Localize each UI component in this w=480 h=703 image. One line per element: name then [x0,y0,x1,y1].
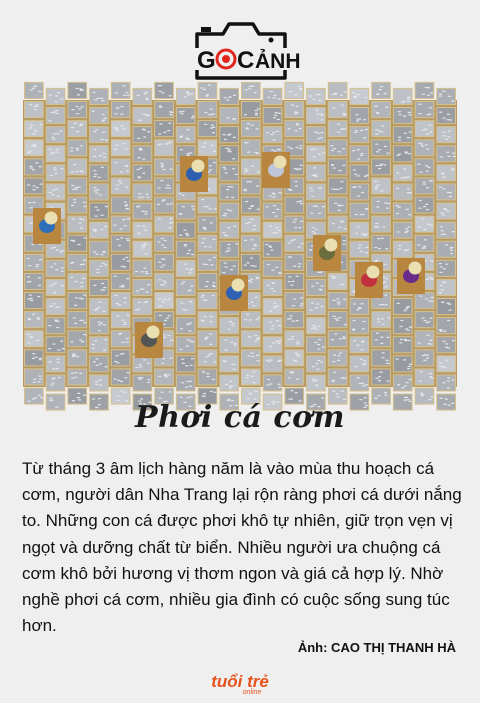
brand-name: tuổi trẻ [211,672,269,691]
logo-text-g: G [197,47,216,74]
logo-text-c: C [237,47,255,74]
camera-icon [189,12,301,84]
tuoi-tre-logo [208,670,272,696]
aerial-photo [23,100,457,387]
logo-text-anh: ẢNH [255,50,301,73]
brand-sub: online [242,689,262,696]
article-body: Từ tháng 3 âm lịch hàng năm là vào mùa thu hoạch cá cơm, người dân Nha Trang lại rộn ràng phơi cá dưới nắng to. Những con cá được phơi khô tự nhiên, giữ trọn vẹn vị ngọt và dưỡng chất từ biển. Nhiều người ưa chuộng cá cơm khô bởi hương vị thơm ngon và giá cả hợp lý. Nhờ nghề phơi cá cơm, nhiều gia đình có cuộc sống sung túc hơn. [22,459,462,636]
article-title: Phơi cá cơm [135,400,345,435]
photo-credit: Ảnh: CAO THỊ THANH HÀ [297,640,456,655]
goc-anh-logo [189,12,301,84]
aerial-photo-drying-fish [23,100,457,387]
